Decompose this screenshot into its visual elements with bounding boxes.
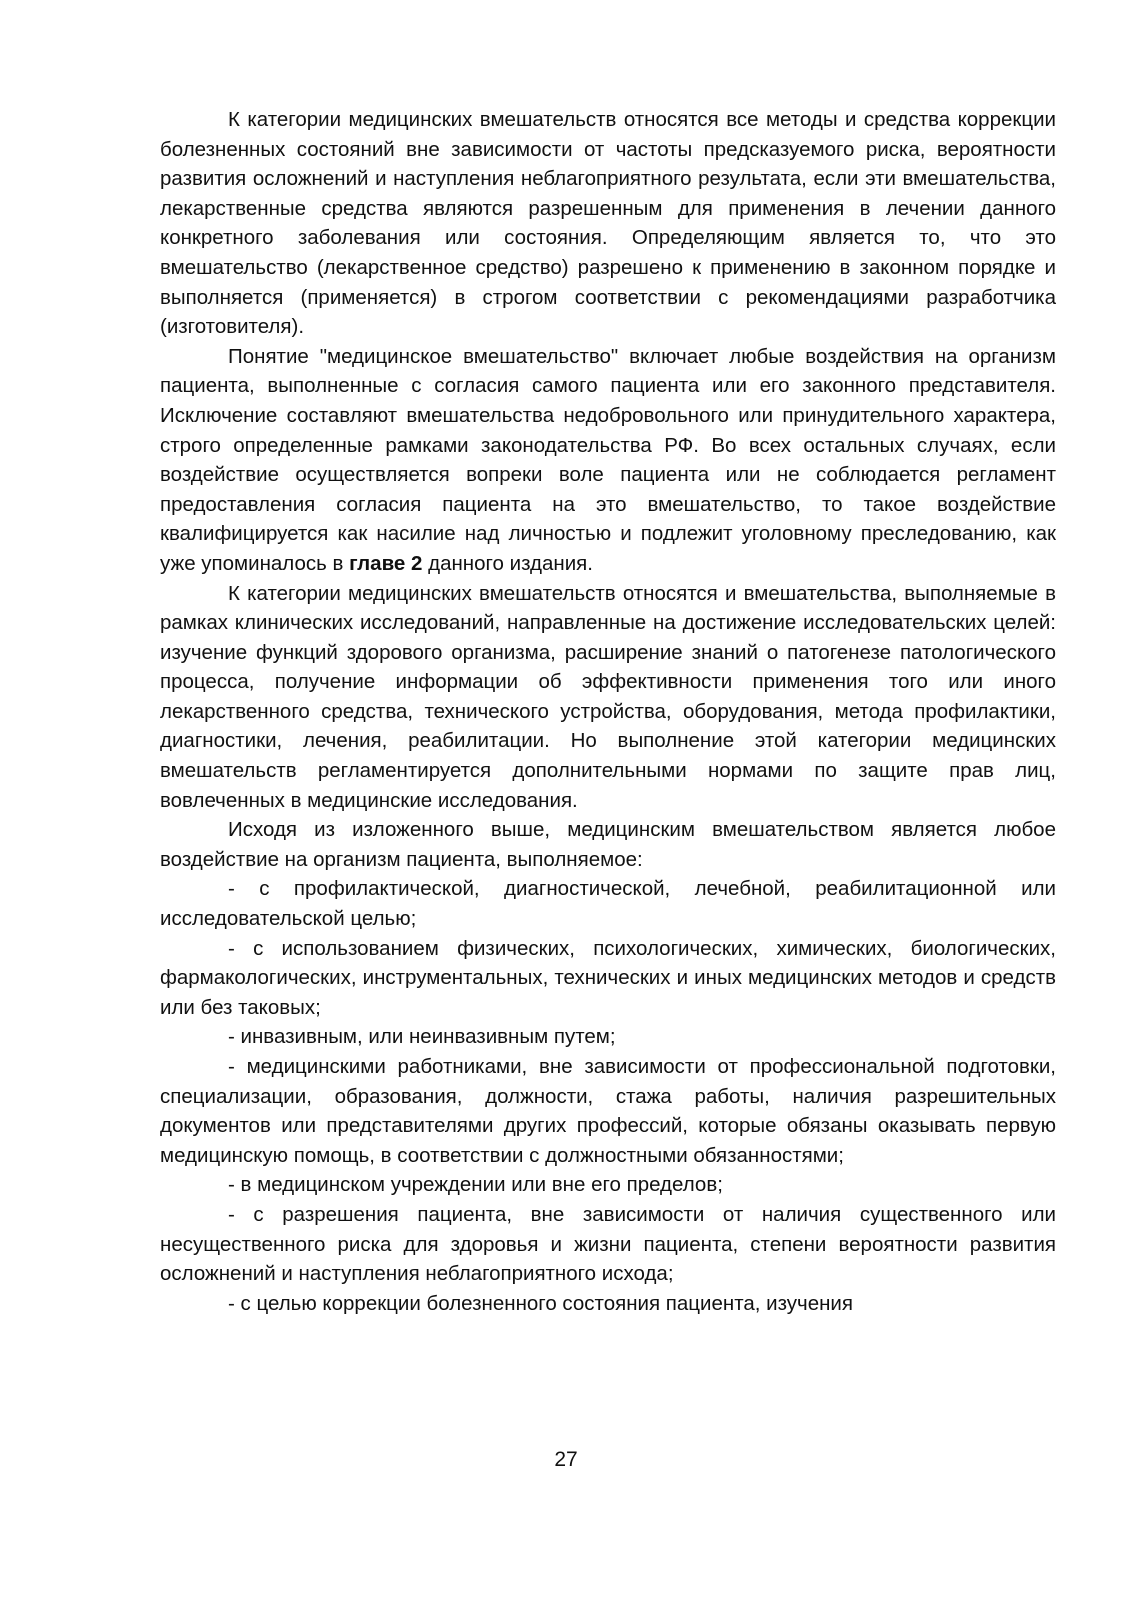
list-item: - с разрешения пациента, вне зависимости от наличия существенного или несущественного риска для здоровья и жизни пациента, степени вероятности развития осложнений и наступления неблагоприятного исхода; (160, 1202, 1056, 1286)
list-item: - в медицинском учреждении или вне его пределов; (228, 1173, 723, 1197)
paragraph-clinical-research: К категории медицинских вмешательств относятся и вмешательства, выполняемые в рамках клинических исследований, направленные на достижение исследовательских целей: изучение функций здорового организма, расширение знаний о патогенезе патологического процесса, получение информации об эффективности применения того или иного лекарственного средства, технического устройства, оборудования, метода профилактики, диагностики, лечения, реабилитации. Но выполнение этой категории медицинских вмешательств регламентируется дополнительными нормами по защите прав лиц, вовлеченных в медицинские исследования. (160, 581, 1056, 812)
list-item: - с целью коррекции болезненного состояния пациента, изучения (228, 1291, 853, 1315)
list-item: - инвазивным, или неинвазивным путем; (228, 1025, 616, 1049)
page-number: 27 (554, 1448, 578, 1471)
paragraph-medical-interventions-scope: К категории медицинских вмешательств относятся все методы и средства коррекции болезненных состояний вне зависимости от частоты предсказуемого риска, вероятности развития осложнений и наступления неблагоприятного результата, если эти вмешательства, лекарственные средства являются разрешенным для применения в лечении данного конкретного заболевания или состояния. Определяющим является то, что это вмешательство (лекарственное средство) разрешено к применению в законном порядке и выполняется (применяется) в строгом соответствии с рекомендациями разработчика (изготовителя). (160, 108, 1056, 339)
chapter-reference: главе 2 (349, 551, 423, 575)
body-text (160, 105, 1056, 1318)
paragraph-text: Понятие "медицинское вмешательство" включает любые воздействия на организм пациента, выполненные с согласия самого пациента или его законного представителя. Исключение составляют вмешательства недобровольного или принудительного характера, строго определенные рамками законодательства РФ. Во всех остальных случаях, если воздействие осуществляется вопреки воле пациента или не соблюдается регламент предоставления согласия пациента на это вмешательство, то такое воздействие квалифицируется как насилие над личностью и подлежит уголовному преследованию, как уже упоминалось в (160, 344, 1056, 575)
list-item: - с профилактической, диагностической, лечебной, реабилитационной или исследовательской целью; (160, 877, 1056, 931)
list-item: - с использованием физических, психологических, химических, биологических, фармакологических, инструментальных, технических и иных медицинских методов и средств или без таковых; (160, 936, 1056, 1019)
paragraph-consent-concept (160, 342, 1056, 579)
paragraph-text: данного издания. (422, 551, 593, 575)
list-item: - медицинскими работниками, вне зависимости от профессиональной подготовки, специализации, образования, должности, стажа работы, наличия разрешительных документов или представителями других профессий, которые обязаны оказывать первую медицинскую помощь, в соответствии с должностными обязанностями; (160, 1055, 1056, 1167)
paragraph-definition-intro: Исходя из изложенного выше, медицинским вмешательством является любое воздействие на организм пациента, выполняемое: (160, 818, 1056, 871)
